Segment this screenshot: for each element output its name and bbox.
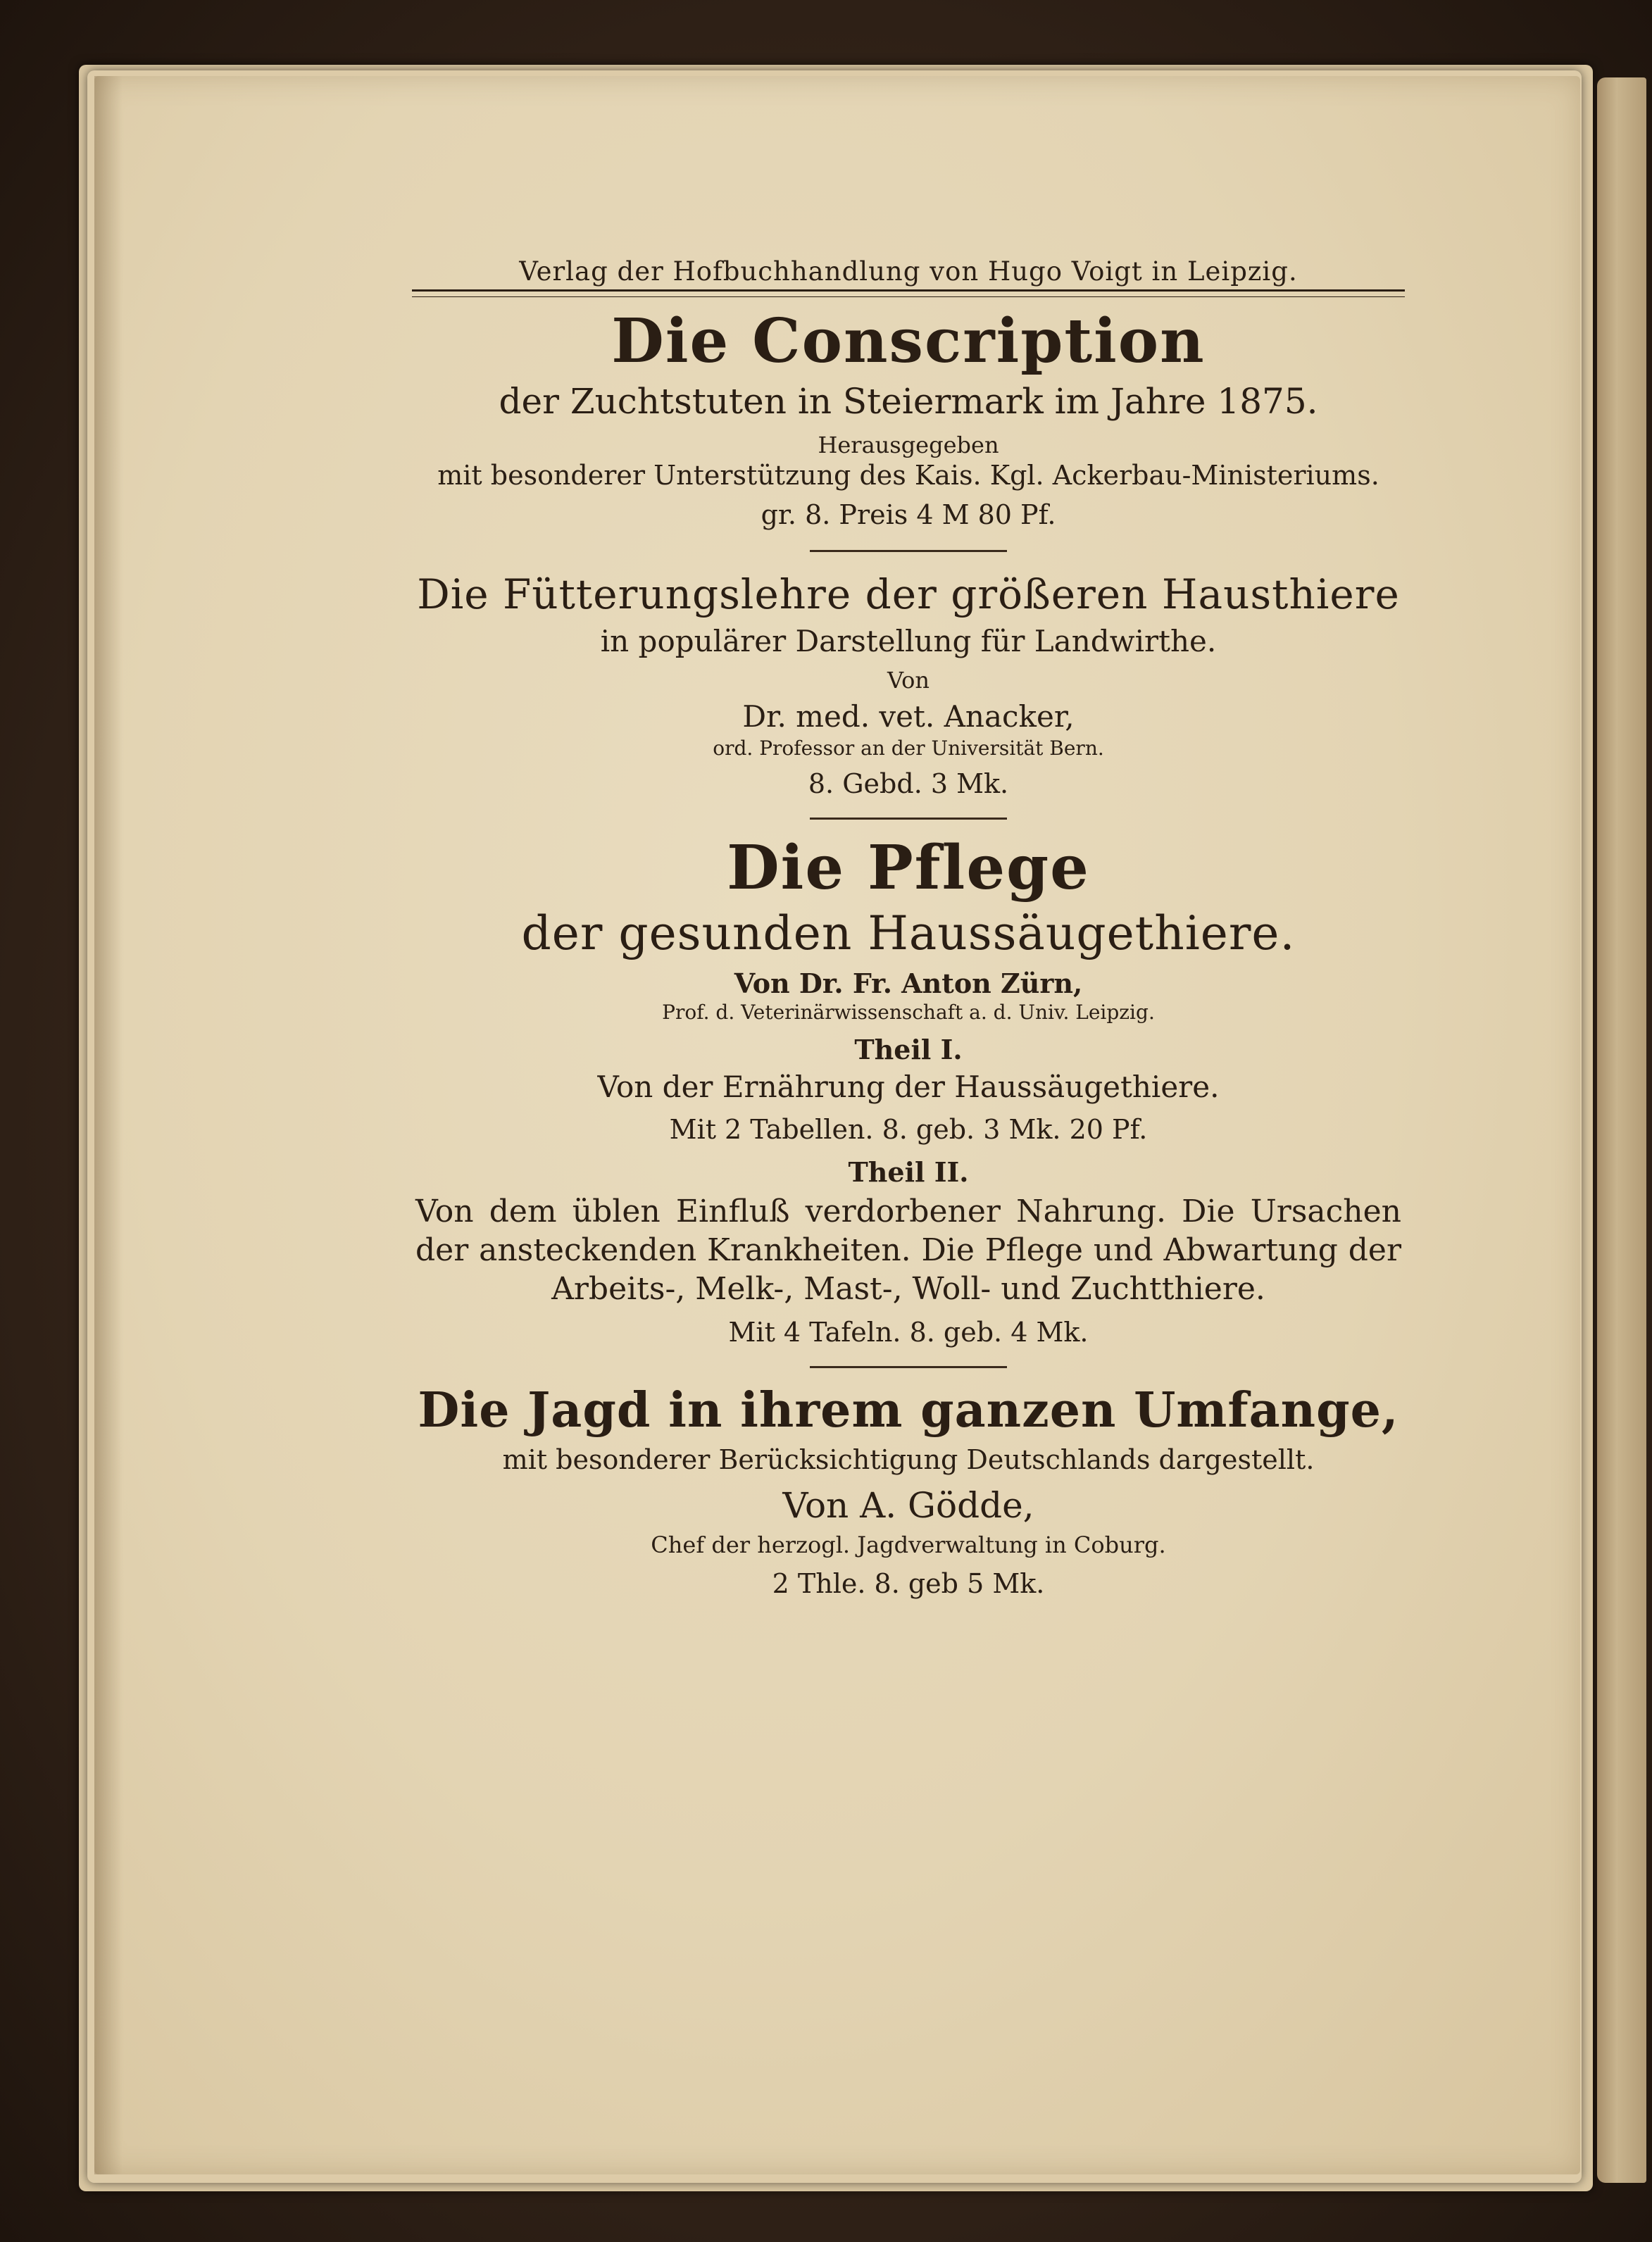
book3-part2-line1: Von dem üblen Einfluß verdorbener Nahrung. Die Ursachen [415, 1194, 1401, 1229]
book3-part2-label: Theil II. [848, 1156, 969, 1188]
book1-support: mit besonderer Unterstützung des Kais. Kgl. Ackerbau-Ministeriums. [437, 460, 1379, 491]
book2-affiliation: ord. Professor an der Universität Bern. [713, 737, 1104, 760]
book2-author: Dr. med. vet. Anacker, [742, 699, 1075, 734]
book4-price: 2 Thle. 8. geb 5 Mk. [772, 1568, 1045, 1599]
book3-author: Von Dr. Fr. Anton Zürn, [734, 967, 1083, 999]
book3-part2-price: Mit 4 Tafeln. 8. geb. 4 Mk. [728, 1317, 1089, 1348]
book1-title: Die Conscription [611, 306, 1206, 377]
book3-part1-price: Mit 2 Tabellen. 8. geb. 3 Mk. 20 Pf. [669, 1114, 1148, 1145]
book4-author: Von A. Gödde, [782, 1485, 1034, 1526]
book2-by: Von [887, 667, 930, 694]
book1-price: gr. 8. Preis 4 M 80 Pf. [761, 499, 1056, 530]
book3-affiliation: Prof. d. Veterinärwissenschaft a. d. Univ. Leipzig. [662, 1001, 1155, 1024]
divider-2 [810, 818, 1007, 820]
book4-affiliation: Chef der herzogl. Jagdverwaltung in Coburg. [651, 1532, 1166, 1558]
book3-part2-line3: Arbeits-, Melk-, Mast-, Woll- und Zuchtthiere. [551, 1271, 1265, 1307]
book2-title: Die Fütterungslehre der größeren Hausthiere [417, 570, 1400, 618]
book4-subtitle: mit besonderer Berücksichtigung Deutschlands dargestellt. [502, 1444, 1315, 1475]
publisher-line: Verlag der Hofbuchhandlung von Hugo Voigt in Leipzig. [519, 256, 1298, 287]
book1-subtitle: der Zuchtstuten in Steiermark im Jahre 1875. [499, 381, 1318, 422]
book1-edited: Herausgegeben [818, 432, 999, 458]
divider-3 [810, 1366, 1007, 1368]
book2-price: 8. Gebd. 3 Mk. [808, 768, 1009, 799]
divider-1 [810, 550, 1007, 552]
book3-subtitle: der gesunden Haussäugethiere. [521, 906, 1296, 960]
advertisement-page-content [394, 239, 1422, 1599]
book4-title: Die Jagd in ihrem ganzen Umfange, [418, 1382, 1399, 1439]
book2-subtitle: in populärer Darstellung für Landwirthe. [600, 624, 1217, 658]
book3-part2-line2: der ansteckenden Krankheiten. Die Pflege und Abwartung der [415, 1232, 1401, 1268]
book3-part1-title: Von der Ernährung der Haussäugethiere. [597, 1070, 1220, 1104]
publisher-rule [412, 289, 1405, 297]
page-fold-shadow [94, 76, 123, 2174]
book3-part1-label: Theil I. [854, 1034, 963, 1065]
book3-title: Die Pflege [727, 832, 1090, 903]
facing-page-edge [1597, 77, 1646, 2183]
